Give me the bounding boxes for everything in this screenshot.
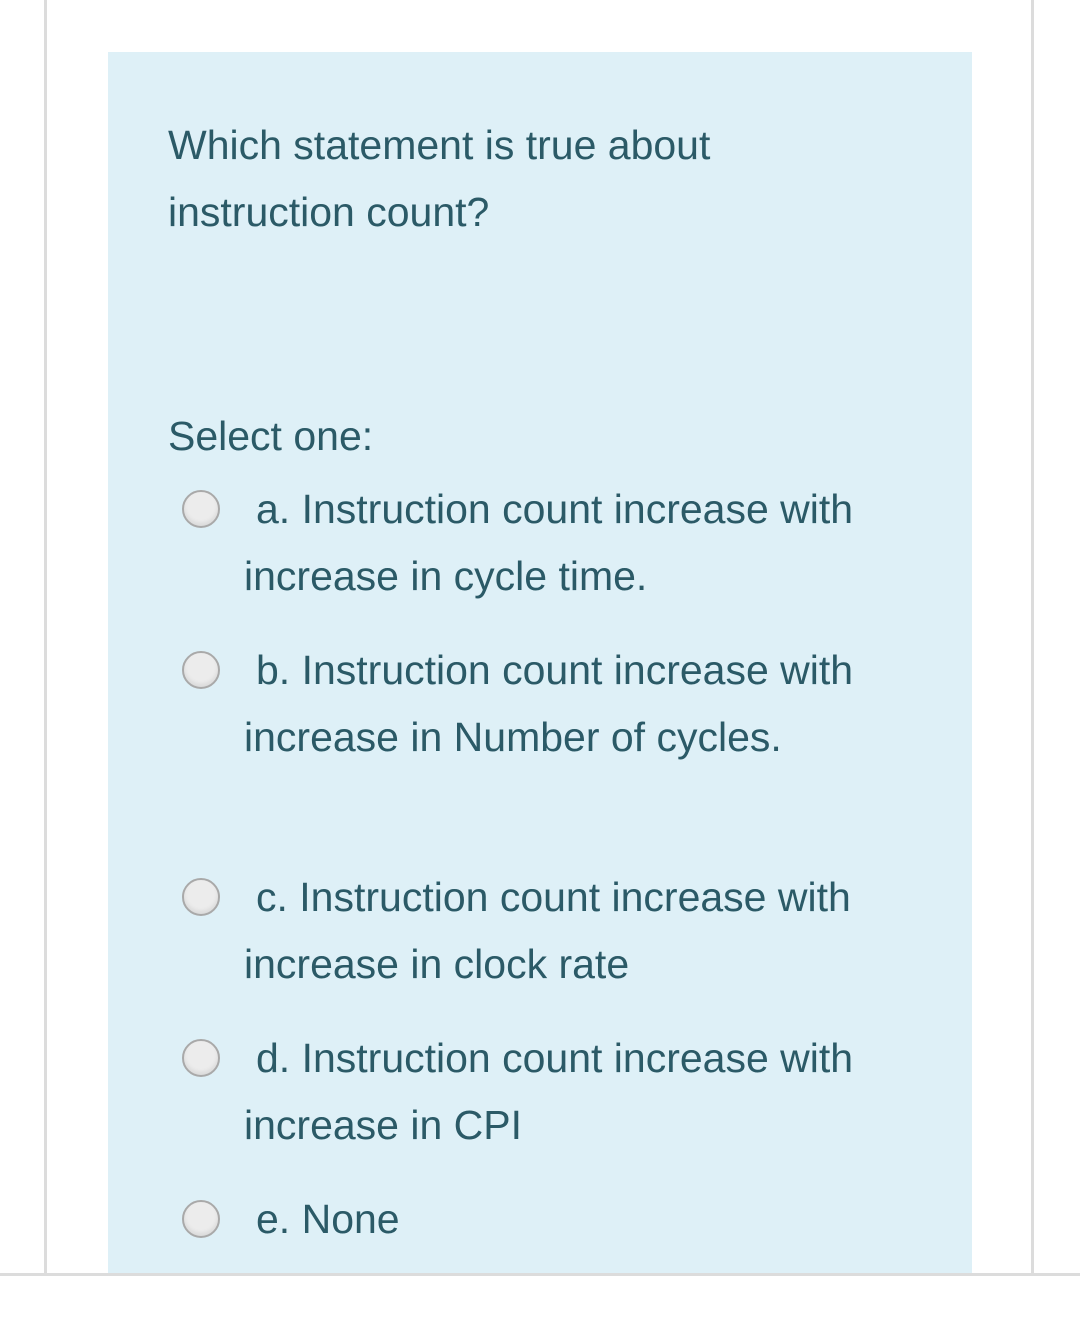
option-d-label: d. Instruction count increase with increase in CPI xyxy=(244,1035,854,1148)
question-card xyxy=(108,52,972,1273)
frame-bottom-border xyxy=(0,1273,1080,1276)
radio-button-c[interactable] xyxy=(182,878,220,916)
radio-button-b[interactable] xyxy=(182,651,220,689)
option-b-label: b. Instruction count increase with increase in Number of cycles. xyxy=(244,647,854,760)
select-one-prompt: Select one: xyxy=(168,413,374,459)
radio-button-e[interactable] xyxy=(182,1200,220,1238)
option-e-label: e. None xyxy=(256,1196,400,1242)
radio-button-a[interactable] xyxy=(182,490,220,528)
option-a-label: a. Instruction count increase with increase in cycle time. xyxy=(244,486,854,599)
question-text: Which statement is true about instruction count? xyxy=(168,122,711,235)
frame-left-border xyxy=(44,0,47,1276)
option-c-label: c. Instruction count increase with increase in clock rate xyxy=(244,874,851,987)
radio-button-d[interactable] xyxy=(182,1039,220,1077)
frame-right-border xyxy=(1031,0,1034,1276)
